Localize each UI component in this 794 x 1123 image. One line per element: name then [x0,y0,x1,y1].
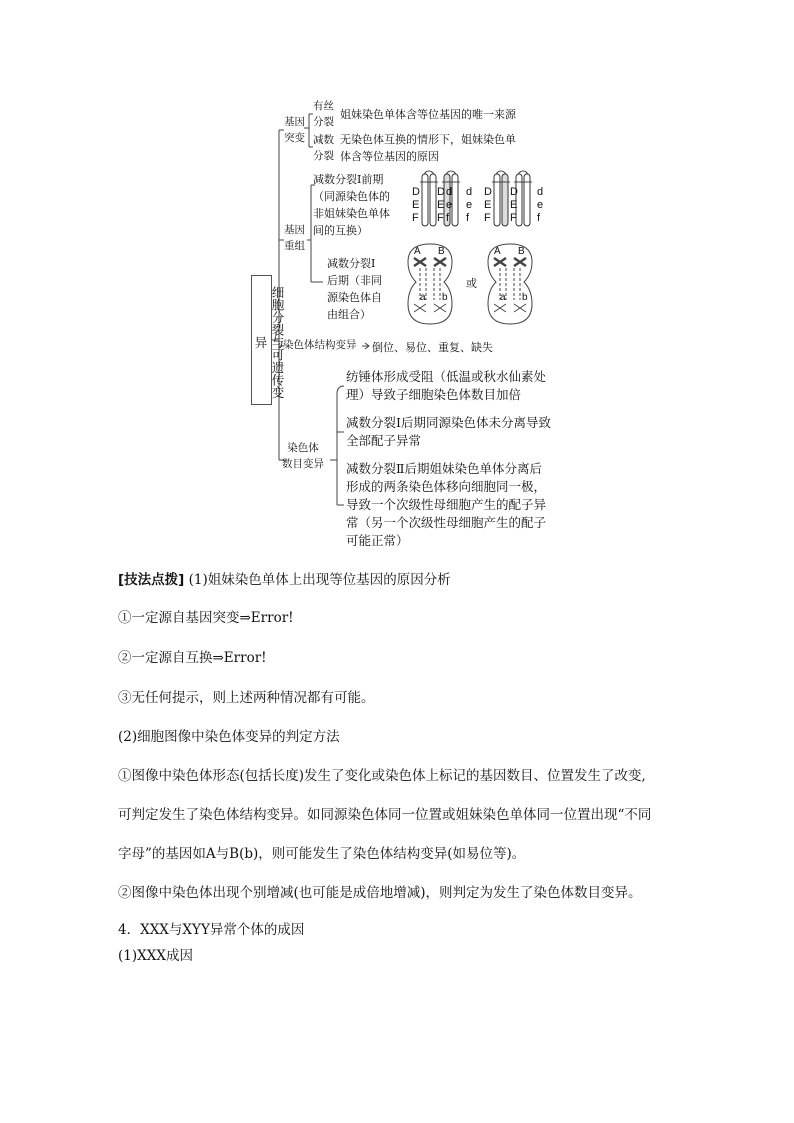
chrom-letters-col5 [484,186,492,225]
free-line2: 后期（非同 [327,274,382,287]
numerical-item-1: 纺锤体形成受阻（低温或秋水仙素处理）导致子细胞染色体数目加倍 [346,369,547,402]
chrom-letter: d [446,186,453,198]
chrom-letters-col4 [466,186,472,225]
body-line-3: ③无任何提示，则上述两种情况都有可能。 [118,690,375,706]
meiosis-label [313,132,334,164]
chrom-letter: F [510,212,517,224]
numerical-label-line1: 染色体 [287,442,319,454]
crossover-line3: 非姐妹染色单体 [313,207,390,220]
numerical-item-2: 减数分裂Ⅰ后期同源染色体未分离导致全部配子异常 [346,415,551,448]
section-4-heading: 4．XXX与XYY异常个体的成因 [118,922,305,938]
chrom-letter: D [484,186,492,198]
chrom-letter: F [437,212,444,224]
crossover-line1: 减数分裂Ⅰ前期 [313,173,384,186]
gene-mutation-label-line2: 突变 [284,132,305,144]
chrom-letter: E [437,199,445,211]
chrom-letter: f [466,212,470,224]
meiosis-label-line1: 减数 [313,134,334,146]
mitosis-label-line1: 有丝 [313,100,334,112]
free-line4: 由组合） [327,308,371,321]
or-label: 或 [466,277,477,290]
body-line-2: ②一定源自互换⇒Error! [118,650,267,666]
meiosis-desc-line1: 无染色体互换的情形下，姐妹染色单 [340,133,516,146]
meiosis-label-line2: 分裂 [313,150,334,162]
cell-letter-A-left: A [414,246,421,257]
chrom-letter: D [510,186,518,198]
chrom-letter: E [412,199,420,211]
body-line-5: ①图像中染色体形态(包括长度)发生了变化或染色体上标记的基因数目、位置发生了改变, [118,768,646,784]
tip-heading [118,570,451,590]
body-line-8: ②图像中染色体出现个别增减(也可能是成倍地增减)，则判定为发生了染色体数目变异。 [118,885,642,901]
chrom-letter: e [446,199,453,211]
chrom-letter: F [412,212,419,224]
chrom-letter: e [466,199,473,211]
crossover-line2: （同源染色体的 [313,190,390,203]
chromosome-crossover-figure [410,168,550,230]
body-line-6: 可判定发生了染色体结构变异。如同源染色体同一位置或姐妹染色单体同一位置出现“不同 [118,807,652,823]
free-line1: 减数分裂Ⅰ [327,257,376,270]
chrom-letters-col2 [437,186,445,225]
body-line-1: ①一定源自基因突变⇒Error! [118,610,294,626]
recombination-label-line1: 基因 [284,224,305,236]
mitosis-desc: 姐妹染色单体含等位基因的唯一来源 [340,108,516,121]
mitosis-label-line2: 分裂 [313,116,334,128]
chrom-letter: D [412,186,420,198]
chrom-letter: d [466,186,473,198]
mitosis-label [313,98,334,130]
body-line-7: 字母”的基因如A与B(b)，则可能发生了染色体结构变异(如易位等)。 [118,846,526,862]
body-line-4: (2)细胞图像中染色体变异的判定方法 [118,729,340,745]
chrom-letter: E [484,199,492,211]
root-node [251,275,285,405]
chrom-letter: E [510,199,518,211]
chrom-letters-col6 [510,186,518,225]
cell-letter-A-right: A [494,246,501,257]
structural-label: 染色体结构变异 [283,339,357,351]
chrom-letters-col1 [412,186,420,225]
gene-mutation-label [284,114,305,146]
cell-letter-a-right: a [500,292,506,303]
recombination-label [284,222,305,254]
cell-letter-a-left: a [420,292,426,303]
free-assortment-desc [327,255,382,323]
subsection-heading: (1)XXX成因 [118,948,193,964]
chrom-letters-col7 [537,186,543,225]
chrom-letter: f [446,212,450,224]
numerical-label [282,440,324,472]
crossover-desc [313,171,390,239]
cell-letter-B-left: B [438,246,445,257]
chrom-letter: F [484,212,491,224]
root-label: 细胞分裂与可遗传变异 [253,285,285,399]
cell-letter-B-right: B [518,246,525,257]
free-line3: 源染色体自 [327,291,382,304]
meiosis-desc [340,131,516,165]
tip-label: [技法点拨] [118,572,185,588]
crossover-line4: 间的互换） [313,224,368,237]
anaphase-cell-figure [402,242,552,328]
chrom-letter: D [437,186,445,198]
meiosis-desc-line2: 体含等位基因的原因 [340,150,439,163]
tip-title: (1)姐妹染色单体上出现等位基因的原因分析 [188,572,451,588]
cell-letter-b-left: b [442,292,448,303]
chrom-letter: e [537,199,544,211]
numerical-item-3: 减数分裂Ⅱ后期姐妹染色单体分离后形成的两条染色体移向细胞同一极，导致一个次级性母细胞产生的配子异常（另一个次级性母细胞产生的配子可能正常） [346,461,547,548]
chrom-letters-col3 [446,186,452,225]
chrom-letter: f [537,212,541,224]
recombination-label-line2: 重组 [284,240,305,252]
chrom-letter: d [537,186,544,198]
structural-desc: 倒位、易位、重复、缺失 [372,341,493,354]
cell-letter-b-right: b [522,292,528,303]
numerical-label-line2: 数目变异 [282,458,324,470]
gene-mutation-label-line1: 基因 [284,116,305,128]
